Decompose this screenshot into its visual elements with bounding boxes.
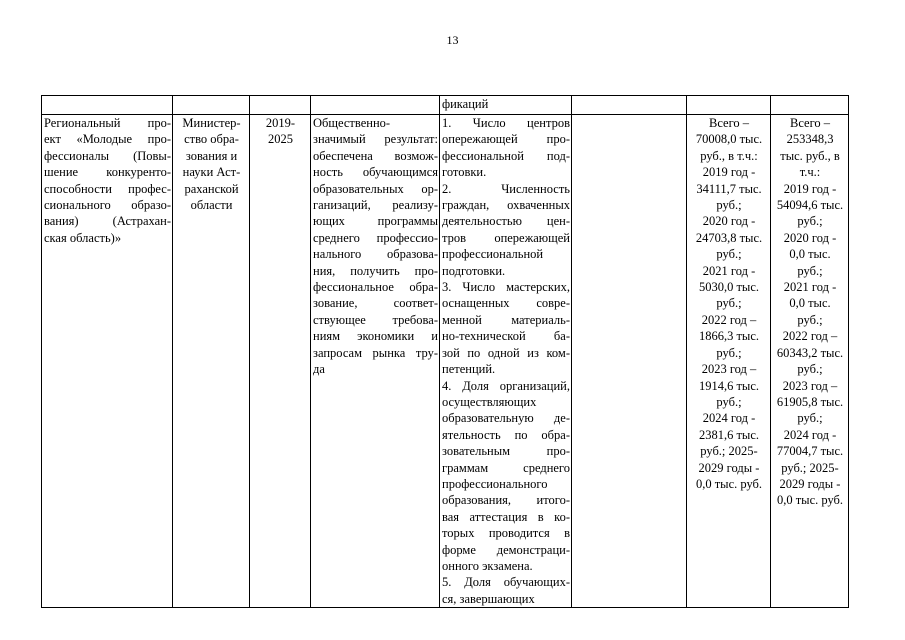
cell-funding-1	[687, 115, 771, 608]
text-line: 0,0 тыс. руб.	[776, 493, 844, 508]
text-line: 1866,3 тыс.	[698, 329, 760, 344]
text-line: 70008,0 тыс.	[695, 132, 763, 147]
text-line: запросам рынка тру-	[313, 345, 438, 360]
text-line: Всего –	[708, 116, 750, 130]
text-line: 1. Число центров	[442, 116, 570, 130]
text-line: руб.;	[797, 214, 823, 229]
text-line: 2022 год –	[782, 329, 838, 344]
text-line: руб.; 2025-	[781, 460, 839, 475]
text-line: 2029 годы -	[698, 460, 760, 475]
text-line: ся, завершающих	[442, 591, 535, 606]
text-line: фессиональное обра-	[313, 280, 438, 295]
text-line: но-технической ба-	[442, 329, 570, 344]
cell-result	[311, 115, 440, 608]
text-line: 2024 год -	[783, 427, 837, 442]
text-line: руб.;	[716, 394, 742, 409]
text-line: руб.;	[716, 345, 742, 360]
text-line: зования и	[185, 148, 238, 163]
text-line: обеспечена возмож-	[313, 148, 438, 163]
text-line: 2019-	[265, 116, 296, 130]
text-line: 2025	[268, 132, 293, 147]
cell-empty	[771, 96, 849, 115]
text-line: опережающей про-	[442, 132, 570, 147]
text-line: области	[190, 198, 233, 213]
text-line: профессионального	[442, 476, 548, 491]
text-line: ниям экономики и	[313, 329, 438, 344]
text-line: руб.; 2025-	[700, 444, 758, 459]
text-line: руб.;	[797, 362, 823, 377]
text-line: руб., в т.ч.:	[700, 148, 758, 163]
text-line: Всего –	[789, 116, 831, 130]
cell-empty	[687, 96, 771, 115]
text-line: 0,0 тыс. руб.	[695, 476, 763, 491]
text-line: зование, соответ-	[313, 296, 438, 311]
text-line: 34111,7 тыс.	[696, 181, 762, 196]
text-line: руб.;	[797, 312, 823, 327]
text-line: 24703,8 тыс.	[695, 230, 763, 245]
text-line: ство обра-	[184, 132, 239, 147]
text-line: 2019 год -	[783, 181, 837, 196]
text-line: 4. Доля организаций,	[442, 378, 570, 393]
text-line: 1914,6 тыс.	[698, 378, 760, 393]
program-table	[41, 95, 849, 608]
text-line: менной материаль-	[442, 312, 570, 327]
text-line: шение конкуренто-	[44, 165, 171, 180]
text-line: ганизаций, реализу-	[313, 198, 438, 213]
text-line: 0,0 тыс.	[789, 247, 831, 262]
text-line: руб.;	[716, 198, 742, 213]
text-line: 2024 год -	[702, 411, 756, 426]
text-line: онного экзамена.	[442, 558, 533, 573]
cell-empty	[173, 96, 250, 115]
cell-executor	[173, 115, 250, 608]
text-line: ность обучающимся	[313, 165, 438, 180]
text-line: 2381,6 тыс.	[698, 427, 760, 442]
text-line: Министер-	[182, 116, 241, 130]
cell-funding-2	[771, 115, 849, 608]
text-line: образовательную де-	[442, 411, 570, 426]
text-line: готовки.	[442, 165, 487, 180]
text-line: 61905,8 тыс.	[776, 394, 844, 409]
cell-empty	[311, 96, 440, 115]
text-line: зой по одной из ком-	[442, 345, 570, 360]
text-line: 2023 год –	[701, 362, 757, 377]
text-line: 2022 год –	[701, 312, 757, 327]
cell-project-name	[42, 115, 173, 608]
page-number: 13	[446, 33, 459, 47]
text-line: раханской	[184, 181, 239, 196]
text-line: ятельность по обра-	[442, 427, 570, 442]
cell-empty	[42, 96, 173, 115]
text-line: торых проводится в	[442, 526, 570, 541]
text-line: 2021 год -	[702, 263, 756, 278]
text-line: вания) (Астрахан-	[44, 214, 171, 229]
text-line: Общественно-	[313, 116, 391, 130]
text-line: подготовки.	[442, 263, 506, 278]
text-line: граммам среднего	[442, 460, 570, 475]
text-line: 3. Число мастерских,	[442, 280, 570, 295]
cell-indicators-continuation: фикаций	[440, 96, 572, 115]
text-line: 0,0 тыс.	[789, 296, 831, 311]
text-line: нального образова-	[313, 247, 438, 262]
text-line: ект «Молодые про-	[44, 132, 171, 147]
text-line: зовательным про-	[442, 444, 570, 459]
text-line: 2029 годы -	[779, 476, 841, 491]
text-line: 2020 год -	[783, 230, 837, 245]
text-line: вая аттестация в ко-	[442, 509, 570, 524]
text-line: ствующее требова-	[313, 312, 438, 327]
cell-empty	[572, 96, 687, 115]
text-line: петенций.	[442, 362, 496, 377]
text-line: ния, получить про-	[313, 263, 438, 278]
cell-empty	[250, 96, 311, 115]
text-line: тров опережающей	[442, 230, 570, 245]
text-line: 2020 год -	[702, 214, 756, 229]
text-line: профессиональной	[442, 247, 544, 262]
text-line: руб.;	[797, 263, 823, 278]
text-line: 2019 год -	[702, 165, 756, 180]
text-line: 77004,7 тыс.	[776, 444, 844, 459]
text-line: форме демонстраци-	[442, 542, 570, 557]
text-line: руб.;	[716, 247, 742, 262]
text-line: образования, итого-	[442, 493, 570, 508]
text-line: осуществляющих	[442, 394, 537, 409]
text-line: 5. Доля обучающих-	[442, 575, 570, 590]
text-line: ская область)»	[44, 230, 122, 245]
text-line: значимый результат:	[313, 132, 438, 147]
cell-period	[250, 115, 311, 608]
text-line: 2. Численность	[442, 181, 570, 196]
text-line: тыс. руб., в	[780, 148, 840, 163]
cell-indicators	[440, 115, 572, 608]
text-line: оснащенных совре-	[442, 296, 570, 311]
text-line: способности профес-	[44, 181, 171, 196]
text-line: 54094,6 тыс.	[776, 198, 844, 213]
text-line: деятельностью цен-	[442, 214, 570, 229]
text-line: ющих программы	[313, 214, 438, 229]
text-line: сионального образо-	[44, 198, 171, 213]
text-line: науки Аст-	[182, 165, 241, 180]
text-line: руб.;	[716, 296, 742, 311]
text-line: 60343,2 тыс.	[776, 345, 844, 360]
text-line: т.ч.:	[799, 165, 821, 180]
text-line: 253348,3	[786, 132, 834, 147]
text-line: руб.;	[797, 411, 823, 426]
table-row-project	[42, 115, 849, 608]
text-line: образовательных ор-	[313, 181, 438, 196]
text-line: граждан, охваченных	[442, 198, 570, 213]
text-line: 2023 год –	[782, 378, 838, 393]
text-line: фессионалы (Повы-	[44, 148, 171, 163]
text-line: фессиональной под-	[442, 148, 570, 163]
text-line: да	[313, 362, 325, 377]
text-line: Региональный про-	[44, 116, 171, 130]
text-line: 2021 год -	[783, 280, 837, 295]
cell-empty	[572, 115, 687, 608]
text-line: 5030,0 тыс.	[698, 280, 760, 295]
table-row-header-continuation	[42, 96, 849, 115]
text-line: среднего профессио-	[313, 230, 438, 245]
